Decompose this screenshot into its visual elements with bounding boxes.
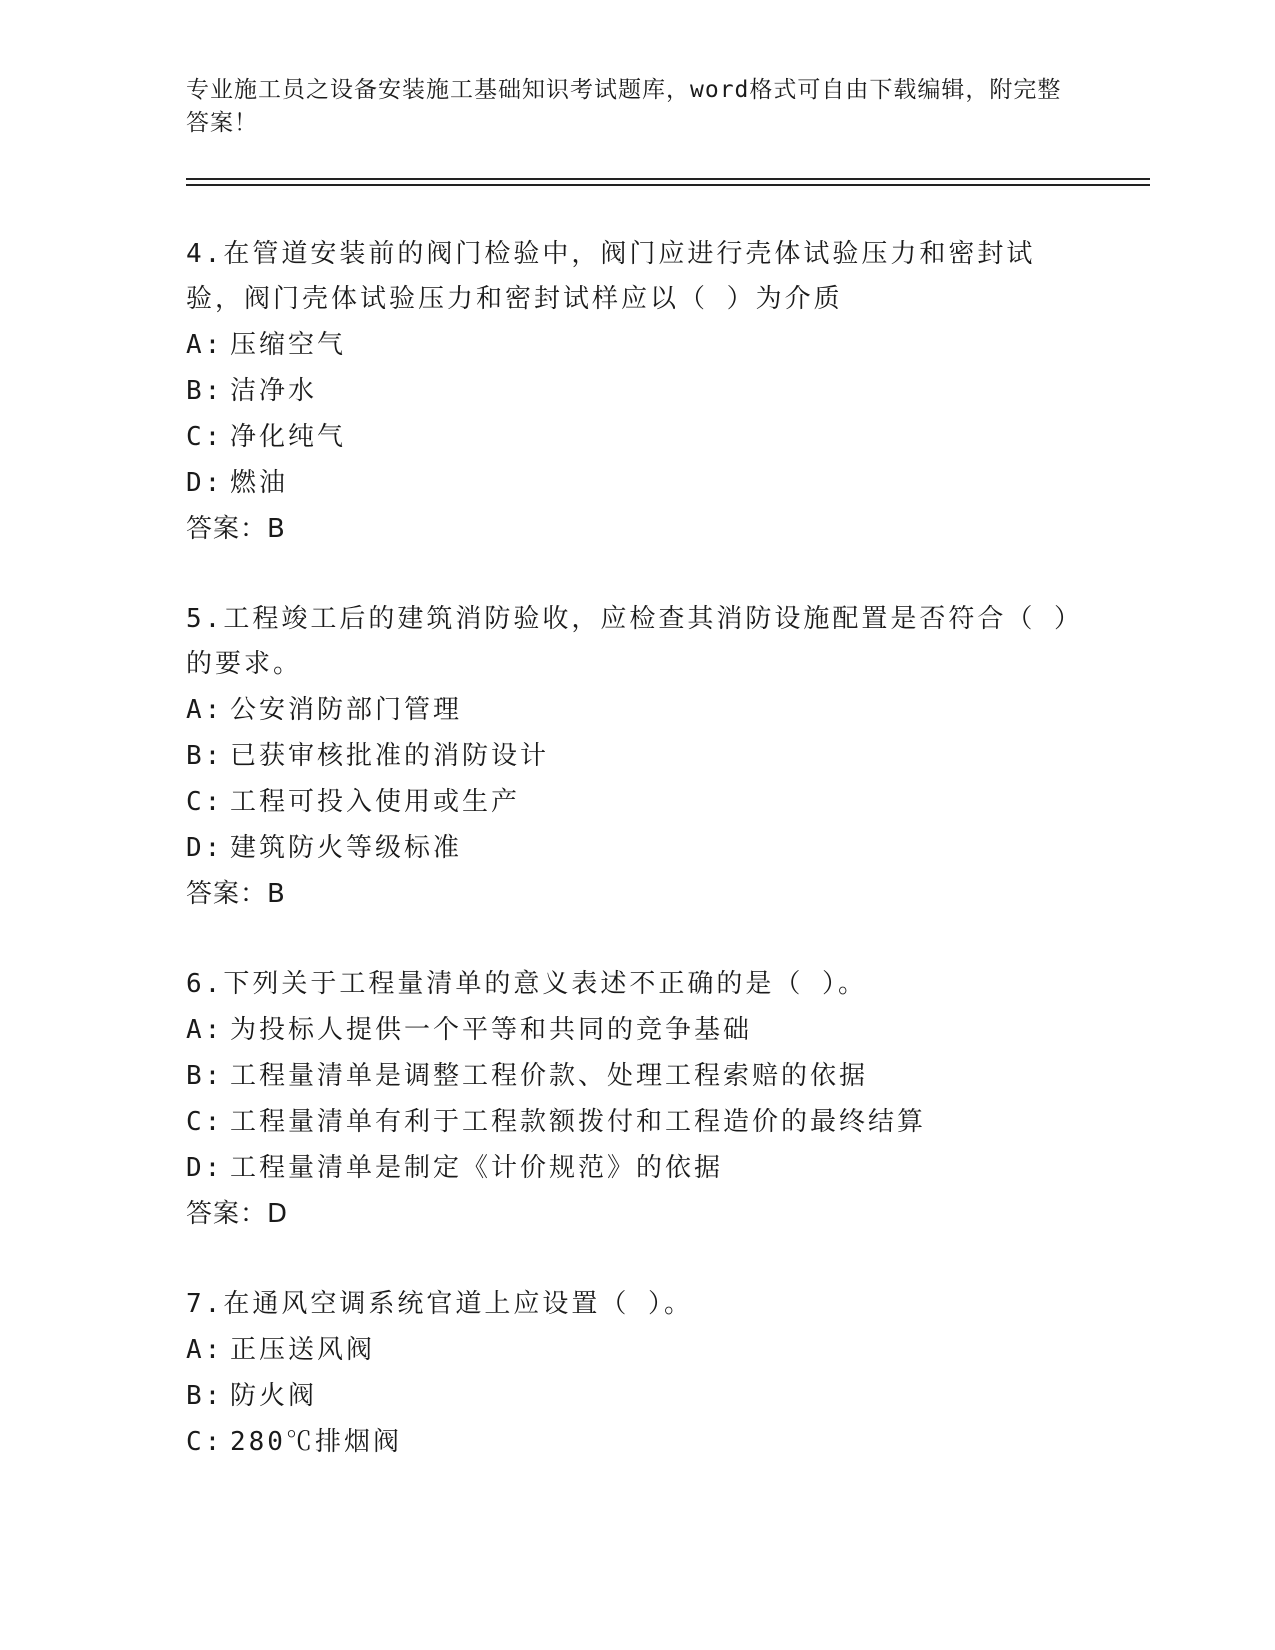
answer-option (186, 1053, 1086, 1099)
question-stem: 在管道安装前的阀门检验中，阀门应进行壳体试验压力和密封试验，阀门壳体试验压力和密封试样应以（ ）为介质 (186, 239, 1036, 314)
option-letter: C: (186, 1107, 224, 1137)
answer-option (186, 1007, 1086, 1053)
header-divider-bottom (186, 184, 1150, 186)
option-letter: B: (186, 1061, 224, 1091)
answer-option (186, 733, 1086, 779)
option-text: 工程量清单有利于工程款额拨付和工程造价的最终结算 (230, 1107, 927, 1137)
option-text: 工程可投入使用或生产 (230, 787, 521, 817)
answer-option (186, 779, 1086, 825)
option-text: 工程量清单是制定《计价规范》的依据 (230, 1153, 724, 1183)
question-text (186, 1282, 1086, 1327)
option-letter: D: (186, 468, 224, 498)
option-text: 为投标人提供一个平等和共同的竞争基础 (230, 1015, 753, 1045)
question-number: 6. (186, 969, 224, 999)
answer-option (186, 322, 1086, 368)
answer-option (186, 1419, 1086, 1465)
question-stem: 工程竣工后的建筑消防验收，应检查其消防设施配置是否符合（ ）的要求。 (186, 604, 1083, 679)
header-divider-top (186, 178, 1150, 180)
option-letter: A: (186, 695, 224, 725)
option-letter: B: (186, 1381, 224, 1411)
answer-key: 答案：D (186, 1199, 289, 1229)
option-letter: D: (186, 1153, 224, 1183)
option-text: 已获审核批准的消防设计 (230, 741, 550, 771)
question-number: 7. (186, 1289, 224, 1319)
answer-option (186, 414, 1086, 460)
answer-option (186, 1145, 1086, 1191)
answer-option (186, 687, 1086, 733)
answer-key: 答案：B (186, 514, 286, 544)
answer-option (186, 460, 1086, 506)
option-letter: C: (186, 1427, 224, 1457)
option-text: 建筑防火等级标准 (230, 833, 463, 863)
option-text: 280℃排烟阀 (230, 1427, 402, 1457)
question-stem: 下列关于工程量清单的意义表述不正确的是（ ）。 (223, 969, 867, 999)
answer-option (186, 1373, 1086, 1419)
option-text: 防火阀 (230, 1381, 318, 1411)
option-letter: D: (186, 833, 224, 863)
question-block (186, 1282, 1086, 1465)
option-letter: C: (186, 787, 224, 817)
answer-option (186, 825, 1086, 871)
option-text: 洁净水 (230, 376, 318, 406)
question-text (186, 232, 1086, 322)
option-text: 燃油 (230, 468, 289, 498)
option-letter: A: (186, 1015, 224, 1045)
answer-key: 答案：B (186, 879, 286, 909)
question-block (186, 597, 1086, 917)
answer-option (186, 1099, 1086, 1145)
option-text: 压缩空气 (230, 330, 347, 360)
option-letter: A: (186, 1335, 224, 1365)
question-stem: 在通风空调系统官道上应设置（ ）。 (223, 1289, 693, 1319)
option-letter: B: (186, 741, 224, 771)
question-block (186, 232, 1086, 552)
question-block (186, 962, 1086, 1237)
option-letter: C: (186, 422, 224, 452)
option-text: 公安消防部门管理 (230, 695, 463, 725)
answer-option (186, 1327, 1086, 1373)
answer-option (186, 368, 1086, 414)
question-number: 5. (186, 604, 224, 634)
option-letter: B: (186, 376, 224, 406)
question-list (186, 232, 1086, 1465)
option-text: 正压送风阀 (230, 1335, 376, 1365)
question-number: 4. (186, 239, 224, 269)
question-text (186, 962, 1086, 1007)
question-text (186, 597, 1086, 687)
option-letter: A: (186, 330, 224, 360)
option-text: 净化纯气 (230, 422, 347, 452)
document-header: 专业施工员之设备安装施工基础知识考试题库，word格式可自由下载编辑，附完整答案！ (186, 77, 1062, 136)
option-text: 工程量清单是调整工程价款、处理工程索赔的依据 (230, 1061, 869, 1091)
